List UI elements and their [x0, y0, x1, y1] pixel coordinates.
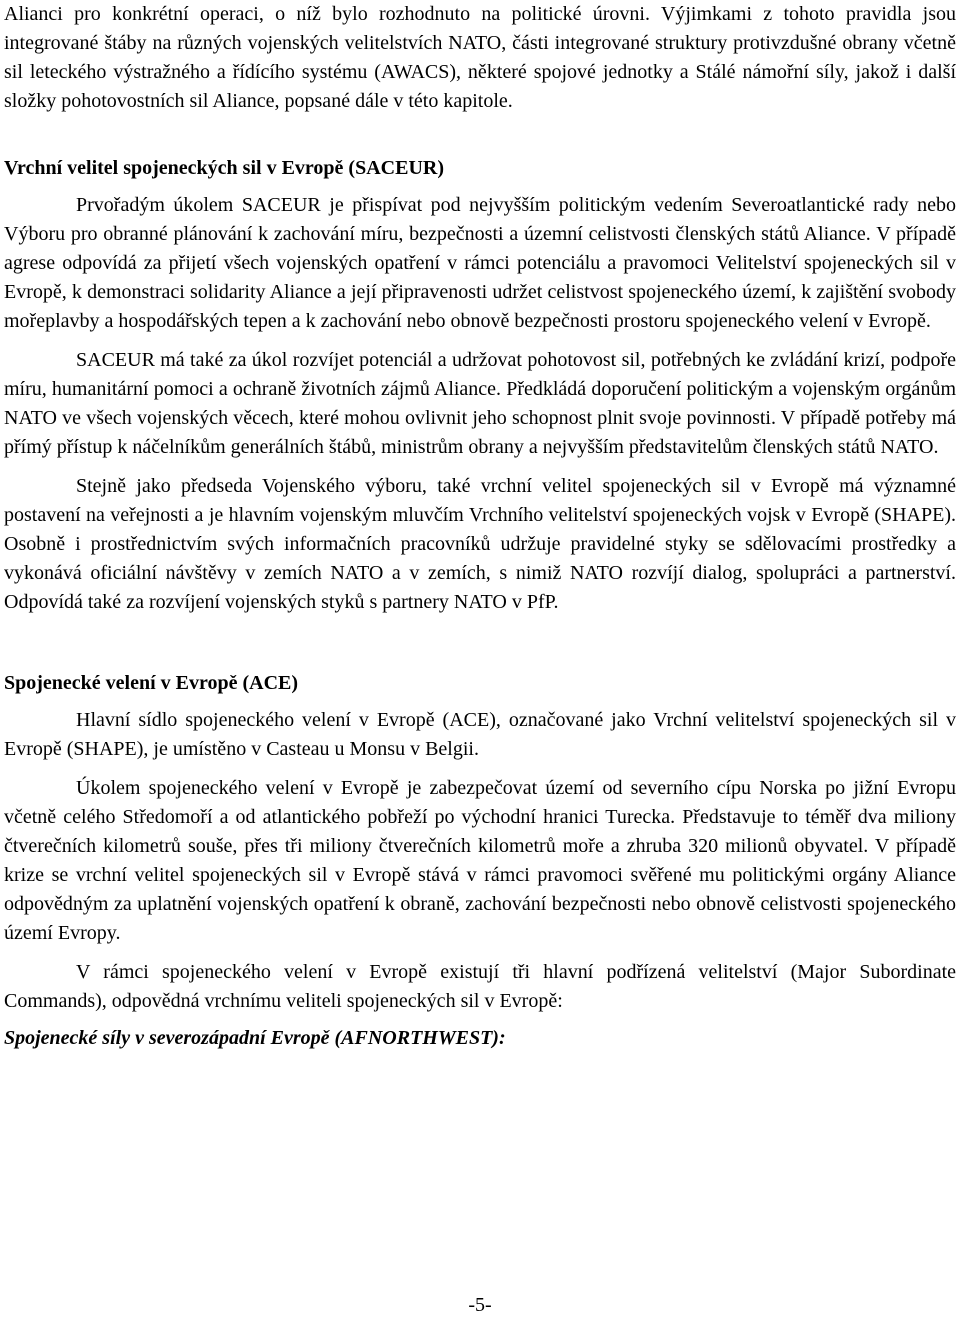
- ace-paragraph-1: Hlavní sídlo spojeneckého velení v Evropě (ACE), označované jako Vrchní velitelství spojeneckých sil v Evropě (SHAPE), je umístěno v Casteau u Monsu v Belgii.: [4, 709, 956, 760]
- section-heading-ace: Spojenecké velení v Evropě (ACE): [4, 672, 299, 694]
- subheading-afnorthwest: Spojenecké síly v severozápadní Evropě (AFNORTHWEST):: [4, 1027, 506, 1049]
- saceur-paragraph-3: Stejně jako předseda Vojenského výboru, také vrchní velitel spojeneckých sil v Evropě má významné postavení na veřejnosti a je hlavním vojenským mluvčím Vrchního velitelství spojeneckých vojsk v Evropě (SHAPE). Osobně i prostřednictvím svých informačních pracovníků udržuje pravidelné styky se sdělovacími prostředky a vykonává oficiální návštěvy v zemích NATO a v zemích, s nimiž NATO rozvíjí dialog, spolupráci a partnerství. Odpovídá také za rozvíjení vojenských styků s partnery NATO v PfP.: [4, 475, 956, 613]
- intro-paragraph: Alianci pro konkrétní operaci, o níž bylo rozhodnuto na politické úrovni. Výjimkami z tohoto pravidla jsou integrované štáby na různých vojenských velitelstvích NATO, části integrované struktury protivzdušné obrany včetně sil leteckého výstražného a řídícího systému (AWACS), některé spojové jednotky a Stálé námořní síly, jakož i další složky pohotovostních sil Aliance, popsané dále v této kapitole.: [4, 3, 956, 112]
- section-heading-saceur: Vrchní velitel spojeneckých sil v Evropě (SACEUR): [4, 157, 444, 179]
- document-page: [4, 0, 956, 1053]
- ace-paragraph-3: V rámci spojeneckého velení v Evropě existují tři hlavní podřízená velitelství (Major Subordinate Commands), odpovědná vrchnímu veliteli spojeneckých sil v Evropě:: [4, 961, 956, 1012]
- saceur-paragraph-1: Prvořadým úkolem SACEUR je přispívat pod nejvyšším politickým vedením Severoatlantické rady nebo Výboru pro obranné plánování k zachování míru, bezpečnosti a územní celistvosti členských států Aliance. V případě agrese odpovídá za přijetí všech vojenských opatření v rámci potenciálu a pravomoci Velitelství spojeneckých sil v Evropě, k demonstraci solidarity Aliance a její připravenosti udržet celistvost spojeneckého území, k zajištění svobody mořeplavby a hospodářských tepen a k zachování nebo obnově bezpečnosti prostoru spojeneckého velení v Evropě.: [4, 194, 956, 332]
- saceur-paragraph-2: SACEUR má také za úkol rozvíjet potenciál a udržovat pohotovost sil, potřebných ke zvládání krizí, podpoře míru, humanitární pomoci a ochraně životních zájmů Aliance. Předkládá doporučení politickým a vojenským orgánům NATO ve všech vojenských věcech, které mohou ovlivnit jeho schopnost plnit svoje povinnosti. V případě potřeby má přímý přístup k náčelníkům generálních štábů, ministrům obrany a nejvyšším představitelům členských států NATO.: [4, 349, 956, 458]
- page-number: -5-: [468, 1294, 492, 1316]
- ace-paragraph-2: Úkolem spojeneckého velení v Evropě je zabezpečovat území od severního cípu Norska po jižní Evropu včetně celého Středomoří a od atlantického pobřeží po východní hranici Turecka. Představuje to téměř dva miliony čtverečních kilometrů souše, přes tři miliony čtverečních kilometrů moře a zhruba 320 milionů obyvatel. V případě krize se vrchní velitel spojeneckých sil v Evropě stává v rámci pravomoci svěřené mu politickými orgány Aliance odpovědným za uplatnění vojenských opatření k obraně, zachování bezpečnosti nebo obnově celistvosti spojeneckého území Evropy.: [4, 777, 956, 944]
